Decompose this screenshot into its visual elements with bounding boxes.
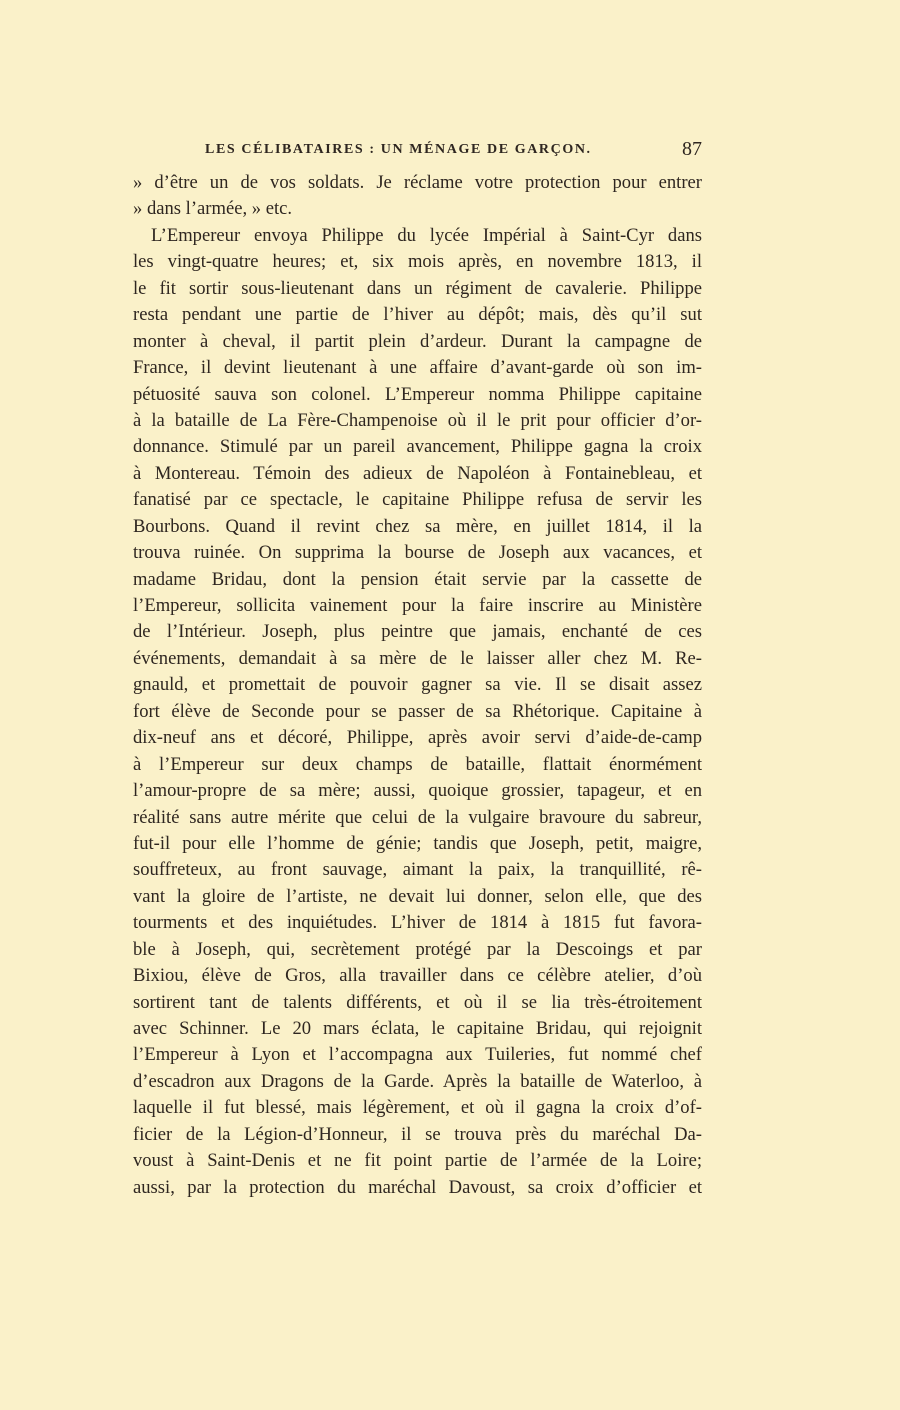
text-line: fut-il pour elle l’homme de génie; tandis que Joseph, petit, maigre, — [133, 832, 702, 854]
text-line: voust à Saint-Denis et ne fit point partie de l’armée de la Loire; — [133, 1150, 702, 1172]
text-line: resta pendant une partie de l’hiver au dépôt; mais, dès qu’il sut — [133, 304, 702, 326]
text-line: événements, demandait à sa mère de le laisser aller chez M. Re- — [133, 647, 702, 669]
text-line: de l’Intérieur. Joseph, plus peintre que jamais, enchanté de ces — [133, 621, 702, 643]
text-line: les vingt-quatre heures; et, six mois après, en novembre 1813, il — [133, 251, 702, 273]
text-line: ficier de la Légion-d’Honneur, il se trouva près du maréchal Da- — [133, 1123, 702, 1145]
text-line: laquelle il fut blessé, mais légèrement, et où il gagna la croix d’of- — [133, 1097, 702, 1119]
text-line: réalité sans autre mérite que celui de la vulgaire bravoure du sabreur, — [133, 806, 702, 828]
text-line: fanatisé par ce spectacle, le capitaine Philippe refusa de servir les — [133, 489, 702, 511]
text-line: donnance. Stimulé par un pareil avancement, Philippe gagna la croix — [133, 436, 702, 458]
text-line: tourments et des inquiétudes. L’hiver de 1814 à 1815 fut favora- — [133, 912, 702, 934]
text-line: à Montereau. Témoin des adieux de Napoléon à Fontainebleau, et — [133, 462, 702, 484]
text-line: l’amour-propre de sa mère; aussi, quoique grossier, tapageur, et en — [133, 780, 702, 802]
text-line: ble à Joseph, qui, secrètement protégé par la Descoings et par — [133, 938, 702, 960]
text-line: à l’Empereur sur deux champs de bataille, flattait énormément — [133, 753, 702, 775]
text-line: » d’être un de vos soldats. Je réclame votre protection pour entrer — [133, 172, 702, 193]
text-line: l’Empereur, sollicita vainement pour la faire inscrire au Ministère — [133, 595, 702, 616]
text-line: fort élève de Seconde pour se passer de sa Rhétorique. Capitaine à — [133, 700, 702, 722]
text-line: Bourbons. Quand il revint chez sa mère, en juillet 1814, il la — [133, 515, 702, 537]
text-line: France, il devint lieutenant à une affaire d’avant-garde où son im- — [133, 357, 702, 379]
text-line: gnauld, et promettait de pouvoir gagner sa vie. Il se disait assez — [133, 674, 702, 696]
text-line: dix-neuf ans et décoré, Philippe, après avoir servi d’aide-de-camp — [133, 727, 702, 749]
text-line: l’Empereur à Lyon et l’accompagna aux Tuileries, fut nommé chef — [133, 1044, 702, 1066]
text-line: le fit sortir sous-lieutenant dans un régiment de cavalerie. Philippe — [133, 277, 702, 299]
page-number: 87 — [682, 138, 702, 160]
text-line: pétuosité sauva son colonel. L’Empereur nomma Philippe capitaine — [133, 383, 702, 405]
text-line: avec Schinner. Le 20 mars éclata, le capitaine Bridau, qui rejoignit — [133, 1018, 702, 1039]
text-line: aussi, par la protection du maréchal Davoust, sa croix d’officier et — [133, 1176, 702, 1198]
text-line: » dans l’armée, » etc. — [133, 198, 293, 220]
text-line: Bixiou, élève de Gros, alla travailler dans ce célèbre atelier, d’où — [133, 965, 702, 987]
text-line: L’Empereur envoya Philippe du lycée Impérial à Saint-Cyr dans — [151, 224, 702, 246]
running-title: LES CÉLIBATAIRES : UN MÉNAGE DE GARÇON. — [205, 142, 592, 157]
body-text — [133, 170, 702, 1201]
text-line: d’escadron aux Dragons de la Garde. Après la bataille de Waterloo, à — [133, 1070, 702, 1092]
text-line: à la bataille de La Fère-Champenoise où il le prit pour officier d’or- — [133, 409, 702, 431]
text-line: trouva ruinée. On supprima la bourse de Joseph aux vacances, et — [133, 542, 702, 564]
text-line: monter à cheval, il partit plein d’ardeur. Durant la campagne de — [133, 330, 702, 352]
text-line: sortirent tant de talents différents, et où il se lia très-étroitement — [133, 991, 702, 1013]
running-header — [133, 138, 702, 162]
text-line: madame Bridau, dont la pension était servie par la cassette de — [133, 568, 702, 590]
text-line: souffreteux, au front sauvage, aimant la paix, la tranquillité, rê- — [133, 859, 702, 881]
text-line: vant la gloire de l’artiste, ne devait lui donner, selon elle, que des — [133, 885, 702, 907]
